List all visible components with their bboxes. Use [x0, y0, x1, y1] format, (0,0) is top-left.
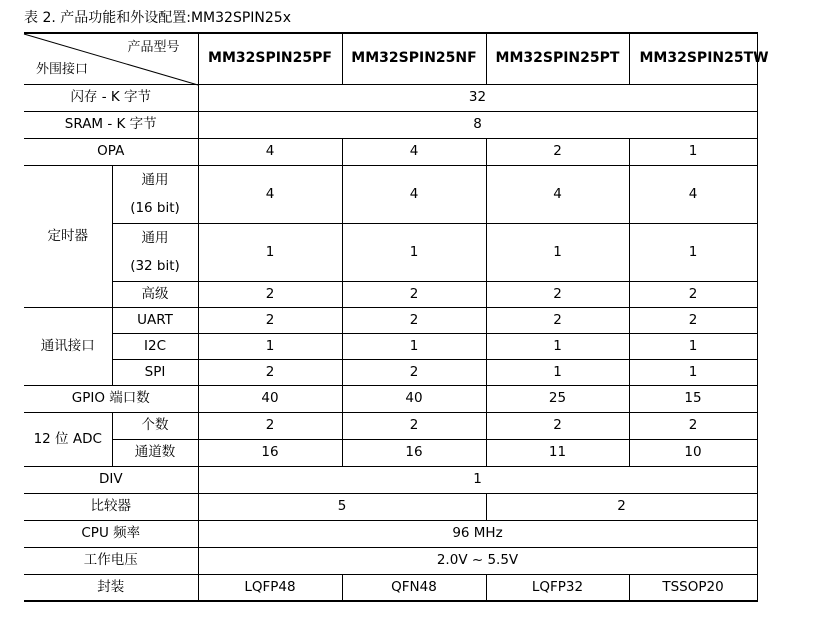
- header-row: [24, 33, 757, 84]
- table-row: [24, 359, 757, 385]
- cell-timer-gp16: 4: [342, 165, 486, 223]
- cell-gpio: 40: [198, 385, 342, 412]
- cell-div: 1: [198, 466, 757, 493]
- corner-label-model: 产品型号: [127, 40, 180, 55]
- cell-package: TSSOP20: [629, 574, 757, 601]
- cell-i2c: 1: [629, 333, 757, 359]
- table-row: [24, 385, 757, 412]
- cell-uart: 2: [629, 307, 757, 333]
- model-header-pf: MM32SPIN25PF: [198, 33, 342, 84]
- cell-spi: 2: [198, 359, 342, 385]
- cell-adc-count: 2: [486, 412, 629, 439]
- cell-uart: 2: [198, 307, 342, 333]
- cell-voltage: 2.0V ~ 5.5V: [198, 547, 757, 574]
- cell-uart: 2: [486, 307, 629, 333]
- row-label-adc-count: 个数: [112, 412, 198, 439]
- cell-adc-count: 2: [629, 412, 757, 439]
- cell-adc-channels: 11: [486, 439, 629, 466]
- cell-spi: 2: [342, 359, 486, 385]
- row-label-cpu-freq: CPU 频率: [24, 520, 198, 547]
- row-label-spi: SPI: [112, 359, 198, 385]
- cell-package: QFN48: [342, 574, 486, 601]
- row-label-line: (32 bit): [130, 258, 180, 274]
- table-caption: 表 2. 产品功能和外设配置:MM32SPIN25x: [24, 10, 291, 26]
- cell-sram: 8: [198, 111, 757, 138]
- cell-gpio: 15: [629, 385, 757, 412]
- cell-flash: 32: [198, 84, 757, 111]
- cell-opa: 4: [198, 138, 342, 165]
- row-label-package: 封装: [24, 574, 198, 601]
- row-label-voltage: 工作电压: [24, 547, 198, 574]
- table-row: [24, 223, 757, 281]
- table-row: [24, 574, 757, 601]
- row-label-opa: OPA: [24, 138, 198, 165]
- table-row: [24, 439, 757, 466]
- cell-cpu-freq: 96 MHz: [198, 520, 757, 547]
- table-row: [24, 165, 757, 223]
- table-row: [24, 493, 757, 520]
- corner-label-interface: 外围接口: [36, 61, 89, 77]
- table-row: [24, 111, 757, 138]
- model-header-pt: MM32SPIN25PT: [486, 33, 629, 84]
- table-row: [24, 547, 757, 574]
- group-label-comm: 通讯接口: [24, 307, 112, 385]
- cell-timer-gp16: 4: [629, 165, 757, 223]
- cell-opa: 2: [486, 138, 629, 165]
- row-label-div: DIV: [24, 466, 198, 493]
- table-container: [24, 32, 769, 600]
- table-row: [24, 333, 757, 359]
- feature-table: [24, 32, 769, 602]
- cell-timer-advanced: 2: [629, 281, 757, 307]
- table-row: [24, 84, 757, 111]
- cell-timer-gp16: 4: [486, 165, 629, 223]
- model-header-tw: MM32SPIN25TW: [629, 33, 757, 84]
- table-row: [24, 466, 757, 493]
- cell-spi: 1: [486, 359, 629, 385]
- row-label-line: 通用: [141, 230, 169, 246]
- cell-i2c: 1: [342, 333, 486, 359]
- cell-uart: 2: [342, 307, 486, 333]
- table-row: [24, 412, 757, 439]
- cell-timer-gp32: 1: [198, 223, 342, 281]
- cell-timer-gp32: 1: [342, 223, 486, 281]
- table-row: [24, 520, 757, 547]
- cell-comparator: 5: [198, 493, 486, 520]
- group-label-adc: 12 位 ADC: [24, 412, 112, 466]
- row-label-line: (16 bit): [130, 200, 180, 216]
- row-label-comparator: 比较器: [24, 493, 198, 520]
- model-header-nf: MM32SPIN25NF: [342, 33, 486, 84]
- row-label-timer-advanced: 高级: [112, 281, 198, 307]
- row-label-timer-gp16: [112, 165, 198, 223]
- header-corner-cell: [24, 33, 198, 84]
- cell-package: LQFP32: [486, 574, 629, 601]
- cell-adc-count: 2: [198, 412, 342, 439]
- cell-adc-channels: 16: [198, 439, 342, 466]
- cell-adc-channels: 10: [629, 439, 757, 466]
- cell-opa: 4: [342, 138, 486, 165]
- cell-opa: 1: [629, 138, 757, 165]
- cell-timer-advanced: 2: [198, 281, 342, 307]
- cell-timer-gp32: 1: [486, 223, 629, 281]
- cell-spi: 1: [629, 359, 757, 385]
- table-row: [24, 281, 757, 307]
- cell-adc-count: 2: [342, 412, 486, 439]
- cell-comparator: 2: [486, 493, 757, 520]
- cell-timer-advanced: 2: [342, 281, 486, 307]
- cell-gpio: 25: [486, 385, 629, 412]
- cell-timer-advanced: 2: [486, 281, 629, 307]
- cell-i2c: 1: [198, 333, 342, 359]
- group-label-timer: 定时器: [24, 165, 112, 307]
- row-label-line: 通用: [141, 172, 169, 188]
- cell-package: LQFP48: [198, 574, 342, 601]
- cell-timer-gp32: 1: [629, 223, 757, 281]
- row-label-sram: SRAM - K 字节: [24, 111, 198, 138]
- row-label-gpio: GPIO 端口数: [24, 385, 198, 412]
- table-row: [24, 307, 757, 333]
- table-row: [24, 138, 757, 165]
- cell-i2c: 1: [486, 333, 629, 359]
- cell-timer-gp16: 4: [198, 165, 342, 223]
- row-label-timer-gp32: [112, 223, 198, 281]
- row-label-adc-channels: 通道数: [112, 439, 198, 466]
- row-label-uart: UART: [112, 307, 198, 333]
- row-label-i2c: I2C: [112, 333, 198, 359]
- cell-adc-channels: 16: [342, 439, 486, 466]
- cell-gpio: 40: [342, 385, 486, 412]
- row-label-flash: 闪存 - K 字节: [24, 84, 198, 111]
